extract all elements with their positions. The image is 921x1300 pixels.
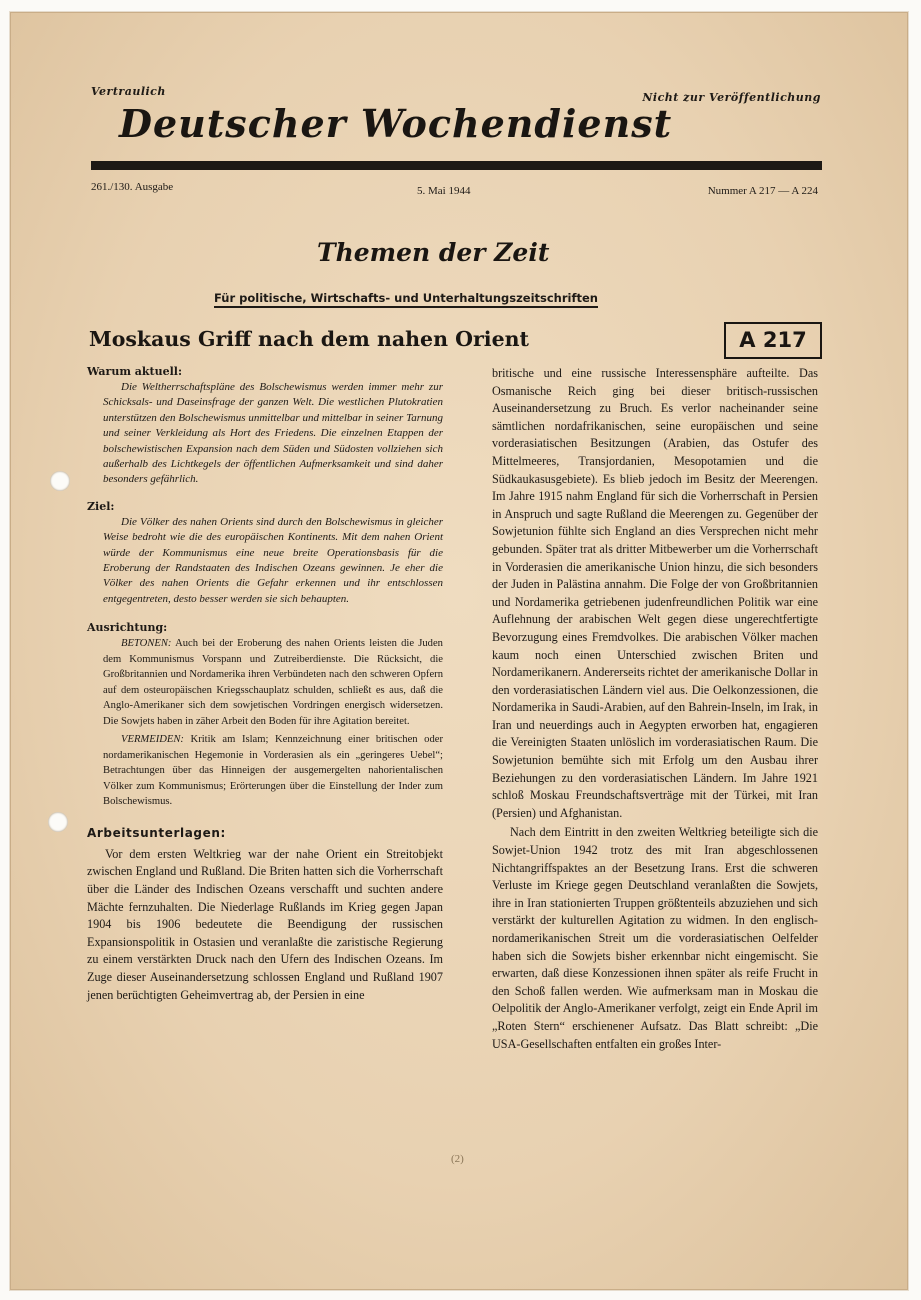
- issue-number: 261./130. Ausgabe: [91, 181, 174, 193]
- section-heading-warum: Warum aktuell:: [87, 365, 183, 378]
- page-number: (2): [451, 1153, 464, 1165]
- document-page: [10, 12, 908, 1290]
- confidential-label: Vertraulich: [91, 85, 166, 98]
- paragraph-ziel: Die Völker des nahen Orients sind durch den Bolschewismus in gleicher Weise bedroht wie die des europäischen Kontinents. Mit dem nahen Orient würde der Kommunismus eine neue breite Operationsbasis für die Eroberung der Randstaaten des Indischen Ozeans gewinnen. Je eher die Völker des nahen Orients die Gefahr erkennen und ihr entschlossen entgegentreten, desto besser werden sie sich behaupten.: [103, 515, 443, 605]
- punch-hole-top: [50, 471, 70, 491]
- section-title: Themen der Zeit: [317, 238, 550, 267]
- section-heading-ausrichtung: Ausrichtung:: [87, 621, 168, 635]
- masthead-rule: [91, 161, 822, 170]
- issue-date: 5. Mai 1944: [417, 185, 471, 197]
- section-subtitle: Für politische, Wirtschafts- und Unterhaltungszeitschriften: [214, 291, 598, 308]
- not-for-publication-label: Nicht zur Veröffentlichung: [642, 91, 821, 104]
- article-code-box: A 217: [724, 322, 822, 359]
- left-column: [87, 365, 443, 1004]
- paragraph-right-1: britische und eine russische Interessensphäre aufteilte. Das Osmanische Reich ging bei dieser britisch-russischen Auseinandersetzung zu Bruch. Es verlor nacheinander seine sämtlichen nordafrikanischen, seine europäischen und seine vorderasiatischen Besitzungen (Arabien, das Ostufer des Mittelmeeres, Transjordanien, Mesopotamien und die Südkaukasusgebiete). Es blieb jedoch im Besitz der Meerengen. Im Jahre 1915 nahm England für sich die Vorherrschaft in Persien in Anspruch und sagte Rußland die Meerengen zu. Gegenüber der Sowjetunion fühlte sich England an dies Versprechen nicht mehr gebunden. Später trat als dritter Mitbewerber um die Vorherrschaft in Vorderasien die amerikanische Union hinzu, die sich besonders der Juden in Palästina annahm. Die Folge der von Großbritannien und Nordamerika getriebenen judenfreundlichen Politik war eine Auflehnung der arabischen Welt gegen diese ungerechtfertigte Bevorzugung eines Fremdvolkes. Die arabischen Völker machen kaum noch einen Unterschied zwischen Briten und Nordamerikanern. Andererseits richtet der amerikanische Dollar in den vorderasiatischen Ländern viel aus. Die Oelkonzessionen, die Nordamerika in Saudi-Arabien, auf den Bahrein-Inseln, im Irak, in Iran und neuerdings auch in Aegypten erworben hat, engagieren die Vereinigten Staaten unlöslich im vorderasiatischen Raum. Die Sowjetunion bemühte sich mit Erfolg um den Ausbau ihrer Beziehungen zu den vorderasiatischen Ländern. Im Jahre 1921 schloß Moskau Freundschaftsverträge mit der Türkei, mit Iran (Persien) und Afghanistan.: [492, 366, 818, 820]
- vermeiden-text: Kritik am Islam; Kennzeichnung einer britischen oder nordamerikanischen Hegemonie in Vorderasien als ein „geringeres Uebel“; Betrachtungen über das Hinneigen der ausgemergelten nahorientalischen Völker zum Kommunismus; Erörterungen über die Einstellung der Inder zum Bolschewismus.: [103, 734, 443, 808]
- betonen-label: BETONEN:: [121, 638, 172, 650]
- punch-hole-bottom: [48, 812, 68, 832]
- section-heading-arbeitsunterlagen: Arbeitsunterlagen:: [87, 825, 226, 840]
- right-column: [492, 365, 818, 1053]
- paragraph-arbeitsunterlagen: Vor dem ersten Weltkrieg war der nahe Orient ein Streitobjekt zwischen England und Rußland. Die Briten hatten sich die Vorherrschaft über die Länder des Indischen Ozeans verschafft und suchten andere Mächte fernzuhalten. Die Niederlage Rußlands im Krieg gegen Japan 1904 bis 1906 bedeutete die Beendigung der russischen Expansionspolitik in Ostasien und veranlaßte die zaristische Regierung zu einem verstärkten Druck nach den Ufern des Indischen Ozeans. Im Zuge dieser Auseinandersetzung schlossen England und Rußland 1907 jenen berüchtigten Geheimvertrag ab, der Persien in eine: [87, 846, 443, 1002]
- masthead-title: Deutscher Wochendienst: [119, 101, 673, 146]
- section-heading-ziel: Ziel:: [87, 499, 115, 513]
- paragraph-vermeiden: [87, 732, 443, 810]
- vermeiden-label: VERMEIDEN:: [121, 734, 184, 746]
- paragraph-right-2: Nach dem Eintritt in den zweiten Weltkrieg beteiligte sich die Sowjet-Union 1942 trotz des mit Iran abgeschlossenen Nichtangriffspaktes an der Besetzung Irans. Erst die schweren Verluste im Kriege gegen Deutschland veranlaßten die Sowjets, ihre in Iran stationierten Truppen größtenteils abzuziehen und sich verstärkt der kulturellen Agitation zu widmen. In den englisch-nordamerikanischen Streit um die vorderasiatischen Oelfelder haben sich die Sowjets bisher erkennbar nicht eingemischt. Sie erwarten, daß diese Konzessionen ihnen später als reife Frucht in den Schoß fallen werden. Wie aufmerksam man in Moskau die Oelpolitik der Anglo-Amerikaner verfolgt, zeigt ein Ende April im „Roten Stern“ erschienener Aufsatz. Das Blatt schreibt: „Die USA-Gesellschaften entfalten ein großes Inter-: [492, 825, 818, 1051]
- paragraph-warum: Die Weltherrschaftspläne des Bolschewismus werden immer mehr zur Schicksals- und Daseinsfrage der ganzen Welt. Die westlichen Plutokratien unterstützen den Bolschewismus unmittelbar und mittelbar in seiner Tarnung und seiner Verkleidung als Hort des Friedens. Die einzelnen Etappen der bolschewistischen Expansion nach dem Süden und Südosten vollziehen sich außerhalb des Lichtkegels der öffentlichen Aufmerksamkeit und sind daher besonders gefährlich.: [103, 381, 443, 486]
- article-numbers: Nummer A 217 — A 224: [707, 185, 818, 197]
- betonen-text: Auch bei der Eroberung des nahen Orients leisten die Juden dem Kommunismus Vorspann und Zutreiberdienste. Die Rücksicht, die Großbritannien und Nordamerika ihren Verbündeten nach den schweren Opfern auf dem osteuropäischen Kriegsschauplatz schulden, schließt es aus, daß die Anglo-Amerikaner sich dem sowjetischen Vordringen energisch widersetzen. Die Sowjets haben in zäher Arbeit den Boden für ihre Agitation bereitet.: [103, 638, 443, 727]
- paragraph-betonen: [87, 636, 443, 729]
- article-headline: Moskaus Griff nach dem nahen Orient: [89, 327, 529, 351]
